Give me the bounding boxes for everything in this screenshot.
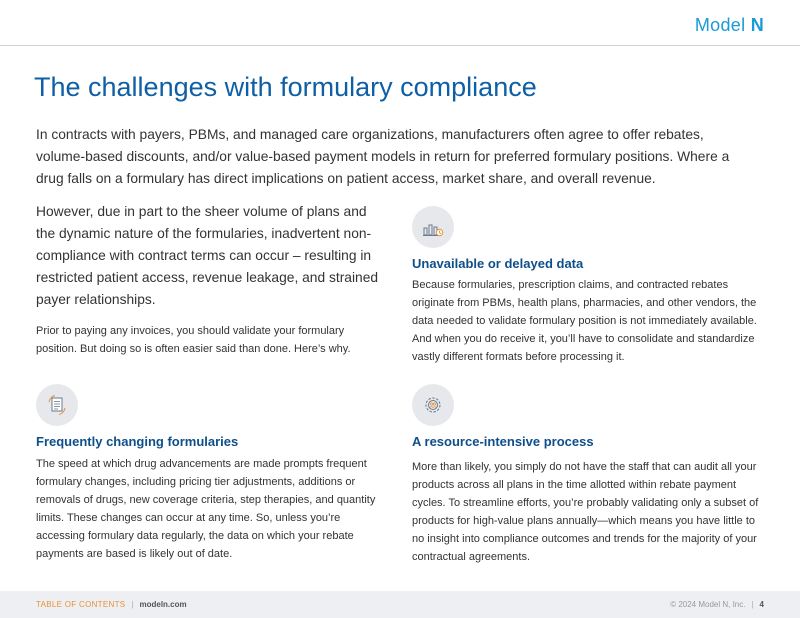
table-of-contents-link[interactable]: TABLE OF CONTENTS xyxy=(36,600,126,609)
lead-paragraph: However, due in part to the sheer volume of plans and the dynamic nature of the formularies, inadvertent non-compliance with contract terms can occur – resulting in restricted patient access, revenue leakage, and strained payer relationships. xyxy=(36,204,379,307)
header-divider xyxy=(0,45,800,46)
page-number: 4 xyxy=(759,600,764,609)
page-footer xyxy=(0,591,800,618)
brand-logo: Model N xyxy=(694,15,764,35)
section-heading-changing-formularies: Frequently changing formularies xyxy=(36,434,239,449)
document-refresh-icon xyxy=(36,384,78,426)
section-body-resource-intensive: More than likely, you simply do not have the staff that can audit all your products across all plans in the time allotted within rebate payment cycles. To streamline efforts, you’re probably validating only a subset of products for high-value plans annually—which means you have little to no insight into compliance outcomes and trends for the majority of your contractual agreements. xyxy=(412,461,759,563)
copyright-text: © 2024 Model N, Inc. xyxy=(670,600,746,609)
section-body-changing-formularies: The speed at which drug advancements are made prompts frequent formulary changes, including pricing tier adjustments, additions or removals of drugs, new coverage criteria, step therapies, and quantity limits. These changes can occur at any time. So, unless you’re accessing formulary data regularly, the data on which your rebate payments are based is likely out of date. xyxy=(36,458,376,560)
lead-sub-paragraph: Prior to paying any invoices, you should validate your formulary position. But doing so is often easier said than done. Here’s why. xyxy=(36,325,351,355)
gear-people-icon xyxy=(412,384,454,426)
footer-links: TABLE OF CONTENTS | modeln.com xyxy=(36,600,187,609)
bar-chart-icon xyxy=(412,206,454,248)
section-body-unavailable-data: Because formularies, prescription claims, and contracted rebates originate from PBMs, health plans, pharmacies, and other vendors, the data needed to validate formulary position is not immediately available. And when you do receive it, you’ll have to consolidate and standardize vastly different formats before processing it. xyxy=(412,279,757,363)
intro-paragraph: In contracts with payers, PBMs, and managed care organizations, manufacturers often agree to offer rebates, volume-based discounts, and/or value-based payment models in return for preferred formulary positions. Where a drug falls on a formulary has direct implications on patient access, market share, and overall revenue. xyxy=(36,127,730,186)
section-heading-resource-intensive: A resource-intensive process xyxy=(412,434,594,449)
section-heading-unavailable-data: Unavailable or delayed data xyxy=(412,256,584,271)
website-link[interactable]: modeln.com xyxy=(139,600,187,609)
page-title: The challenges with formulary compliance xyxy=(34,72,537,102)
footer-meta: © 2024 Model N, Inc. | 4 xyxy=(670,600,764,609)
